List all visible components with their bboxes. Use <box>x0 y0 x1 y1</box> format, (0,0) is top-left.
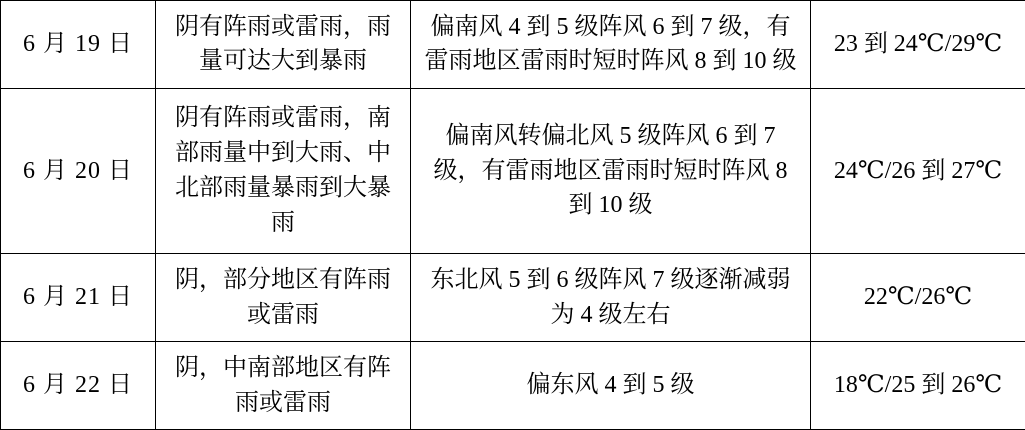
forecast-date: 6 月 21 日 <box>1 254 156 342</box>
table-row <box>1 1 1025 89</box>
forecast-temperature: 24℃/26 到 27℃ <box>811 88 1025 254</box>
forecast-temperature: 23 到 24℃/29℃ <box>811 1 1025 89</box>
table-row <box>1 88 1025 254</box>
forecast-wind: 偏南风转偏北风 5 级阵风 6 到 7 级，有雷雨地区雷雨时短时阵风 8 到 10 级 <box>411 88 811 254</box>
table-row <box>1 254 1025 342</box>
forecast-date: 6 月 19 日 <box>1 1 156 89</box>
forecast-wind: 偏南风 4 到 5 级阵风 6 到 7 级，有雷雨地区雷雨时短时阵风 8 到 10 级 <box>411 1 811 89</box>
forecast-date: 6 月 22 日 <box>1 342 156 430</box>
forecast-sky: 阴，中南部地区有阵雨或雷雨 <box>156 342 411 430</box>
forecast-wind: 东北风 5 到 6 级阵风 7 级逐渐减弱为 4 级左右 <box>411 254 811 342</box>
forecast-temperature: 22℃/26℃ <box>811 254 1025 342</box>
forecast-sky: 阴有阵雨或雷雨，南部雨量中到大雨、中北部雨量暴雨到大暴雨 <box>156 88 411 254</box>
forecast-date: 6 月 20 日 <box>1 88 156 254</box>
forecast-sky: 阴，部分地区有阵雨或雷雨 <box>156 254 411 342</box>
forecast-temperature: 18℃/25 到 26℃ <box>811 342 1025 430</box>
forecast-sky: 阴有阵雨或雷雨，雨量可达大到暴雨 <box>156 1 411 89</box>
table-row <box>1 342 1025 430</box>
forecast-wind: 偏东风 4 到 5 级 <box>411 342 811 430</box>
